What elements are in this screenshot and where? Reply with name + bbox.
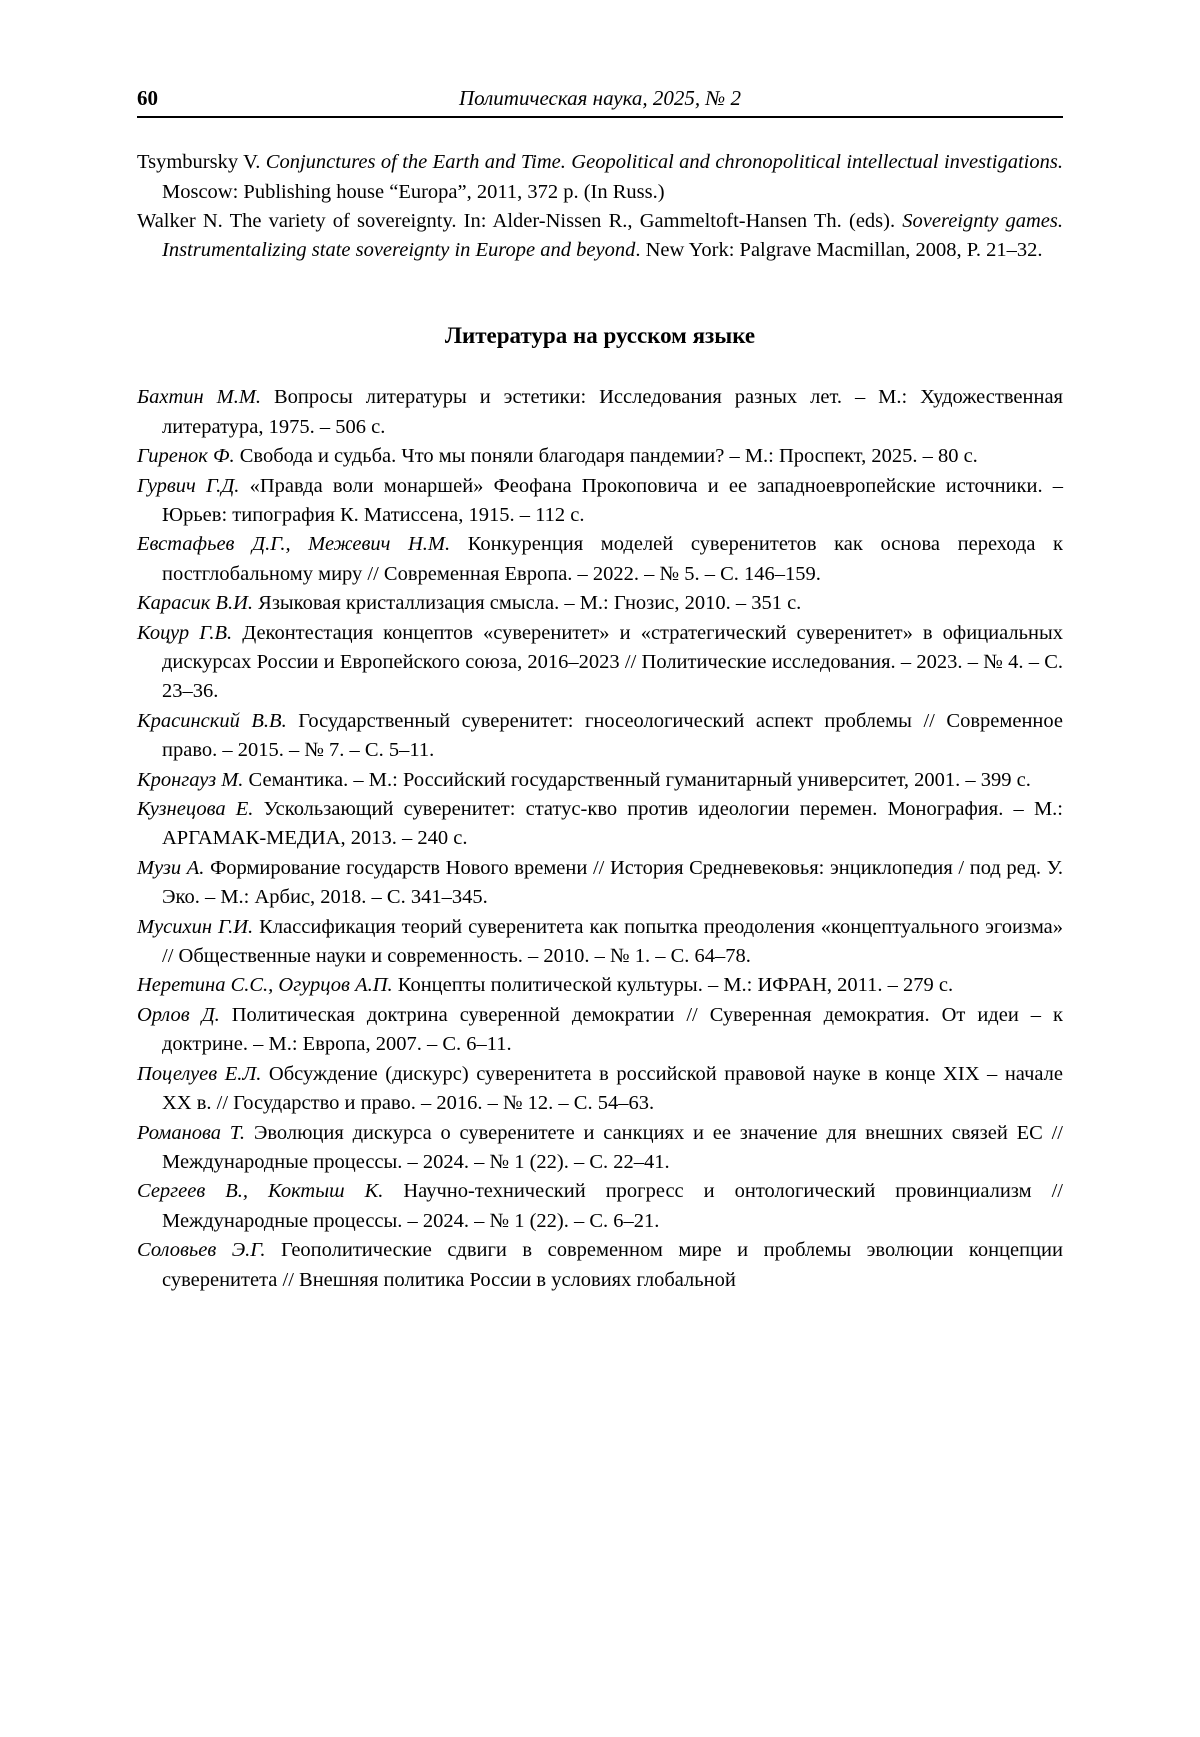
reference-italic-segment: Романова Т. [137,1121,246,1144]
reference-italic-segment: Евстафьев Д.Г., Межевич Н.М. [137,533,451,556]
reference-entry [137,1236,1063,1295]
reference-entry [137,383,1063,442]
reference-italic-segment: Орлов Д. [137,1003,220,1026]
reference-entry [137,1060,1063,1119]
reference-entry [137,619,1063,707]
section-heading-russian-literature: Литература на русском языке [444,322,756,348]
reference-entry [137,1177,1063,1236]
reference-text-segment: Концепты политической культуры. – М.: ИФРАН, 2011. – 279 с. [392,974,954,997]
reference-entry [137,472,1063,531]
reference-italic-segment: Conjunctures of the Earth and Time. Geopolitical and chronopolitical intellectual investigations. [265,151,1063,174]
reference-text-segment: Walker N. The variety of sovereignty. In: Alder-Nissen R., Gammeltoft-Hansen Th. (eds). [137,209,903,232]
reference-italic-segment: Поцелуев Е.Л. [137,1062,262,1085]
reference-italic-segment: Красинский В.В. [137,709,287,732]
reference-entry [137,1119,1063,1178]
reference-text-segment: Обсуждение (дискурс) суверенитета в российской правовой науке в конце XIX – начале XX в. // Государство и право. – 2016. – № 12. – С. 54–63. [162,1062,1064,1115]
reference-text-segment: Tsymbursky V. [137,151,266,174]
references-russian-list [137,383,1063,1295]
reference-italic-segment: Кронгауз М. [137,768,244,791]
reference-italic-segment: Музи А. [137,856,205,879]
reference-text-segment: Научно-технический прогресс и онтологический провинциализм // Международные процессы. – 2024. – № 1 (22). – С. 6–21. [162,1180,1063,1232]
reference-text-segment: Языковая кристаллизация смысла. – М.: Гнозис, 2010. – 351 с. [253,592,802,615]
reference-italic-segment: Мусихин Г.И. [137,915,254,938]
reference-entry [137,913,1063,972]
references-english-list [137,148,1063,266]
reference-italic-segment: Гурвич Г.Д. [137,474,240,497]
reference-text-segment: Конкуренция моделей суверенитетов как основа перехода к постглобальному миру // Современная Европа. – 2022. – № 5. – С. 146–159. [162,533,1063,585]
reference-italic-segment: Сергеев В., Коктыш К. [137,1180,384,1203]
reference-text-segment: Государственный суверенитет: гносеологический аспект проблемы // Современное право. – 2015. – № 7. – С. 5–11. [162,709,1063,762]
reference-entry [137,442,1063,471]
reference-text-segment: Ускользающий суверенитет: статус-кво против идеологии перемен. Монография. – М.: АРГАМАК-МЕДИА, 2013. – 240 с. [162,798,1064,850]
reference-italic-segment: Коцур Г.В. [137,621,233,644]
reference-text-segment: Свобода и судьба. Что мы поняли благодаря пандемии? – М.: Проспект, 2025. – 80 с. [234,445,978,468]
reference-entry [137,707,1063,766]
page-header [137,86,1063,118]
reference-text-segment: Деконтестация концептов «суверенитет» и «стратегический суверенитет» в официальных дискурсах России и Европейского союза, 2016–2023 // Политические исследования. – 2023. – № 4. – С. 23–36. [162,621,1063,703]
reference-entry [137,207,1063,266]
reference-italic-segment: Неретина С.С., Огурцов А.П. [137,974,393,997]
reference-entry [137,766,1063,795]
reference-entry [137,854,1063,913]
reference-text-segment: Формирование государств Нового времени // История Средневековья: энциклопедия / под ред. У. Эко. – М.: Арбис, 2018. – С. 341–345. [162,856,1063,909]
reference-entry [137,971,1063,1000]
reference-italic-segment: Бахтин М.М. [137,386,262,409]
journal-running-title: Политическая наука, 2025, № 2 [459,86,741,110]
reference-italic-segment: Карасик В.И. [137,592,254,615]
page-number: 60 [137,86,158,110]
reference-italic-segment: Соловьев Э.Г. [137,1239,266,1262]
reference-entry [137,530,1063,589]
reference-italic-segment: Гиренок Ф. [137,445,235,468]
reference-entry [137,1001,1063,1060]
reference-text-segment: . New York: Palgrave Macmillan, 2008, P. 21–32. [635,239,1043,262]
reference-text-segment: Геополитические сдвиги в современном мире и проблемы эволюции концепции суверенитета // Внешняя политика России в условиях глобальной [162,1239,1063,1291]
reference-text-segment: Moscow: Publishing house “Europa”, 2011, 372 p. (In Russ.) [162,180,665,203]
reference-entry [137,795,1063,854]
reference-text-segment: Семантика. – М.: Российский государственный гуманитарный университет, 2001. – 399 с. [243,768,1031,791]
reference-text-segment: Эволюция дискурса о суверенитете и санкциях и ее значение для внешних связей ЕС // Международные процессы. – 2024. – № 1 (22). – С. 22–41. [162,1121,1064,1173]
reference-text-segment: Классификация теорий суверенитета как попытка преодоления «концептуального эгоизма» // Общественные науки и современность. – 2010. – № 1. – С. 64–78. [162,915,1064,968]
reference-italic-segment: Sovereignty games. Instrumentalizing state sovereignty in Europe and beyond [162,209,1063,262]
reference-text-segment: Вопросы литературы и эстетики: Исследования разных лет. – М.: Художественная литература, 1975. – 506 с. [162,386,1063,438]
reference-text-segment: Политическая доктрина суверенной демократии // Суверенная демократия. От идеи – к доктрине. – М.: Европа, 2007. – С. 6–11. [162,1003,1063,1056]
reference-entry [137,148,1063,207]
reference-italic-segment: Кузнецова Е. [137,798,254,821]
reference-text-segment: «Правда воли монаршей» Феофана Прокоповича и ее западноевропейские источники. – Юрьев: типография К. Матиссена, 1915. – 112 с. [162,474,1064,526]
reference-entry [137,589,1063,618]
